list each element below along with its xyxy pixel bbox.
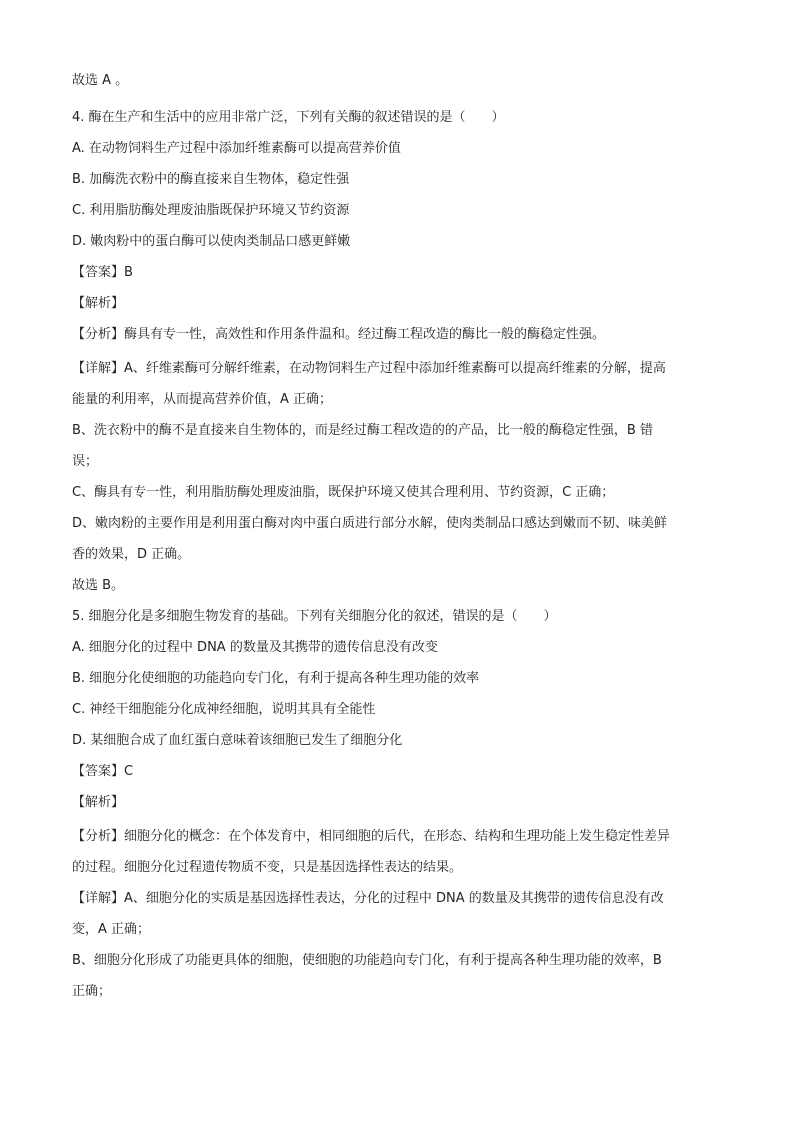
question-5-detail-line: 正确； (72, 984, 112, 999)
question-4-option-d: D. 嫩肉粉中的蛋白酶可以使肉类制品口感更鲜嫩 (72, 234, 351, 249)
question-4-detail-line: 误； (72, 454, 99, 469)
question-4-detail-line: 香的效果，D 正确。 (72, 547, 191, 562)
question-4-detail-line: B、洗衣粉中的酶不是直接来自生物体的，而是经过酶工程改造的的产品，比一般的酶稳定性强，B 错 (72, 423, 653, 438)
question-5-analysis-heading: 【解析】 (72, 795, 125, 810)
question-5-detail-line: B、细胞分化形成了功能更具体的细胞，使细胞的功能趋向专门化，有利于提高各种生理功能的效率，B (72, 953, 662, 968)
question-4-option-c: C. 利用脂肪酶处理废油脂既保护环境又节约资源 (72, 203, 350, 218)
question-5-stem: 5. 细胞分化是多细胞生物发育的基础。下列有关细胞分化的叙述，错误的是（ ） (72, 609, 557, 624)
conclusion-line: 故选 A 。 (72, 73, 129, 88)
question-4-detail-line: D、嫩肉粉的主要作用是利用蛋白酶对肉中蛋白质进行部分水解，使肉类制品口感达到嫩而不韧、味美鲜 (72, 516, 668, 531)
question-4-option-a: A. 在动物饲料生产过程中添加纤维素酶可以提高营养价值 (72, 141, 401, 156)
question-4-answer: 【答案】B (72, 265, 133, 280)
question-4-detail-line: 【详解】A、纤维素酶可分解纤维素，在动物饲料生产过程中添加纤维素酶可以提高纤维素的分解，提高 (72, 361, 666, 376)
question-5-option-b: B. 细胞分化使细胞的功能趋向专门化，有利于提高各种生理功能的效率 (72, 671, 480, 686)
question-4-stem: 4. 酶在生产和生活中的应用非常广泛，下列有关酶的叙述错误的是（ ） (72, 110, 505, 125)
question-5-detail-line: 变，A 正确； (72, 922, 151, 937)
question-4-conclusion: 故选 B。 (72, 578, 125, 593)
question-5-option-d: D. 某细胞合成了血红蛋白意味着该细胞已发生了细胞分化 (72, 733, 403, 748)
question-4-option-b: B. 加酶洗衣粉中的酶直接来自生物体，稳定性强 (72, 172, 350, 187)
question-5-analysis-line: 【分析】细胞分化的概念：在个体发育中，相同细胞的后代，在形态、结构和生理功能上发生稳定性差异 (72, 829, 671, 844)
question-4-analysis: 【分析】酶具有专一性，高效性和作用条件温和。经过酶工程改造的酶比一般的酶稳定性强。 (72, 327, 606, 342)
question-4-detail-line: C、酶具有专一性，利用脂肪酶处理废油脂，既保护环境又使其合理利用、节约资源，C 正确； (72, 485, 615, 500)
question-5-answer: 【答案】C (72, 764, 134, 779)
question-4-analysis-heading: 【解析】 (72, 296, 125, 311)
question-5-detail-line: 【详解】A、细胞分化的实质是基因选择性表达，分化的过程中 DNA 的数量及其携带的遗传信息没有改 (72, 891, 664, 906)
question-5-option-c: C. 神经干细胞能分化成神经细胞，说明其具有全能性 (72, 702, 376, 717)
question-4-detail-line: 能量的利用率，从而提高营养价值，A 正确； (72, 392, 333, 407)
question-5-option-a: A. 细胞分化的过程中 DNA 的数量及其携带的遗传信息没有改变 (72, 640, 438, 655)
question-5-analysis-line: 的过程。细胞分化过程遗传物质不变，只是基因选择性表达的结果。 (72, 860, 463, 875)
